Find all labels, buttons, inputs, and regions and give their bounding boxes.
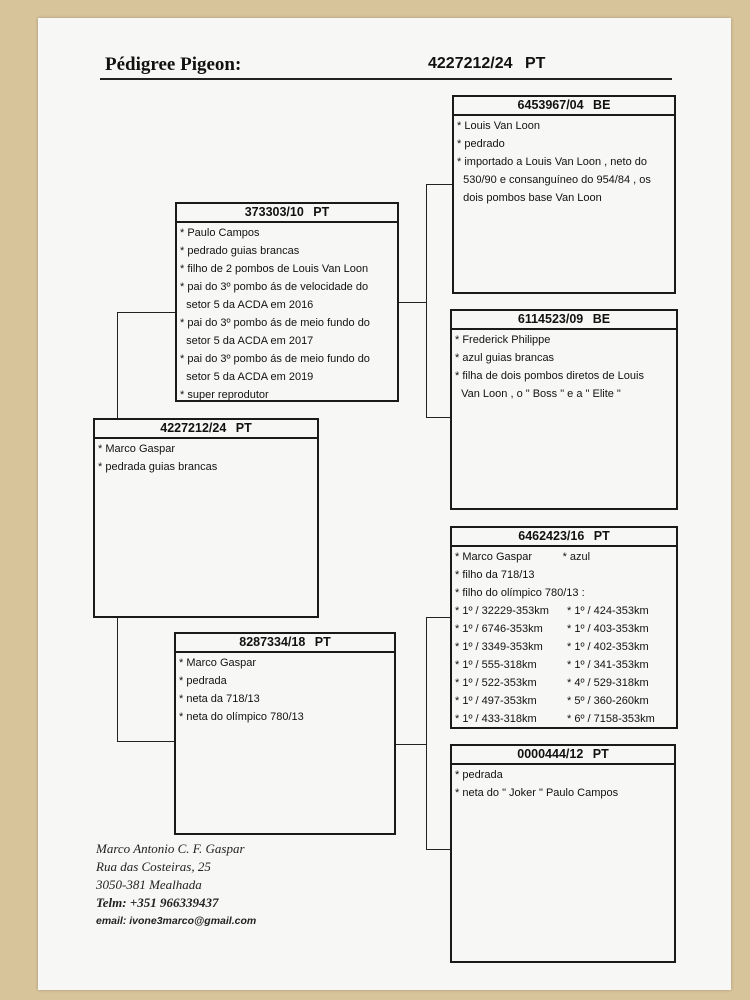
- race-results-left: [455, 602, 567, 728]
- sire-sire-line: * pedrado: [457, 138, 505, 150]
- sire-line: * filho de 2 pombos de Louis Van Loon: [180, 263, 369, 275]
- race-result: * 1º / 433-318km: [455, 713, 537, 725]
- owner-address: [96, 840, 256, 930]
- sire-line: * Paulo Campos: [180, 227, 260, 239]
- race-result: * 6º / 7158-353km: [566, 713, 655, 725]
- connector-to-dam-dam: [426, 849, 451, 850]
- sire-line: setor 5 da ACDA em 2017: [180, 335, 314, 347]
- race-result: * 1º / 424-353km: [566, 605, 649, 617]
- sire-line: * pai do 3º pombo ás de velocidade do: [180, 281, 369, 293]
- connector-dam-horizontal: [117, 741, 176, 742]
- header-ring-number: 4227212/24 PT: [428, 55, 546, 72]
- sire-line: * pai do 3º pombo ás de meio fundo do: [180, 353, 370, 365]
- race-results-right: [567, 602, 676, 728]
- race-result: * 1º / 3349-353km: [455, 641, 543, 653]
- dam-sire-line: * Marco Gaspar * azul: [455, 551, 591, 563]
- dam-ring: 8287334/18 PT: [176, 634, 394, 653]
- connector-subject-sire: [117, 312, 118, 419]
- race-result: * 1º / 497-353km: [455, 695, 537, 707]
- subject-ring: 4227212/24 PT: [95, 420, 317, 439]
- sire-sire-line: dois pombos base Van Loon: [457, 192, 602, 204]
- sire-line: * super reprodutor: [180, 389, 269, 401]
- dam-dam-ring: 0000444/12 PT: [452, 746, 674, 765]
- connector-subject-dam: [117, 617, 118, 741]
- sire-line: * pedrado guias brancas: [180, 245, 300, 257]
- connector-dam-parents: [396, 744, 426, 745]
- page-title: Pédigree Pigeon:: [105, 54, 242, 75]
- race-result: * 1º / 341-353km: [566, 659, 649, 671]
- sire-line: setor 5 da ACDA em 2016: [180, 299, 314, 311]
- race-result: * 1º / 6746-353km: [455, 623, 543, 635]
- sire-dam-line: Van Loon , o " Boss " e a " Elite ": [455, 388, 621, 400]
- connector-to-sire-dam: [426, 417, 451, 418]
- dam-line: * pedrada: [179, 675, 227, 687]
- subject-card: [93, 418, 319, 618]
- sire-sire-card: [452, 95, 676, 294]
- race-result: * 1º / 402-353km: [566, 641, 649, 653]
- sire-dam-card: [450, 309, 678, 510]
- race-result: * 1º / 32229-353km: [455, 605, 549, 617]
- race-result: * 1º / 555-318km: [455, 659, 537, 671]
- sire-sire-line: 530/90 e consanguíneo do 954/84 , os: [457, 174, 651, 186]
- subject-line: * Marco Gaspar: [98, 443, 176, 455]
- owner-email: email: ivone3marco@gmail.com: [96, 915, 257, 927]
- dam-sire-ring: 6462423/16 PT: [452, 528, 676, 547]
- owner-city: 3050-381 Mealhada: [96, 877, 202, 892]
- race-result: * 1º / 522-353km: [455, 677, 537, 689]
- connector-dam-parents-vertical: [426, 617, 427, 849]
- owner-street: Rua das Costeiras, 25: [96, 859, 211, 874]
- sire-line: setor 5 da ACDA em 2019: [180, 371, 314, 383]
- sire-sire-line: * Louis Van Loon: [457, 120, 540, 132]
- sire-ring: 373303/10 PT: [177, 204, 397, 223]
- subject-line: * pedrada guias brancas: [98, 461, 218, 473]
- owner-name: Marco Antonio C. F. Gaspar: [96, 841, 245, 856]
- dam-sire-line: * filho do olímpico 780/13 :: [455, 587, 585, 599]
- race-result: * 1º / 403-353km: [566, 623, 649, 635]
- dam-sire-line: * filho da 718/13: [455, 569, 535, 581]
- sire-sire-ring: 6453967/04 BE: [454, 97, 674, 116]
- sire-line: * pai do 3º pombo ás de meio fundo do: [180, 317, 370, 329]
- sire-card: [175, 202, 399, 402]
- dam-line: * Marco Gaspar: [179, 657, 257, 669]
- dam-dam-card: [450, 744, 676, 963]
- dam-line: * neta do olímpico 780/13: [179, 711, 304, 723]
- sire-dam-line: * azul guias brancas: [455, 352, 555, 364]
- dam-dam-line: * neta do " Joker " Paulo Campos: [455, 787, 619, 799]
- header-rule: [100, 78, 672, 80]
- connector-to-dam-sire: [426, 617, 451, 618]
- race-result: * 5º / 360-260km: [566, 695, 649, 707]
- sire-sire-line: * importado a Louis Van Loon , neto do: [457, 156, 647, 168]
- connector-sire-horizontal: [117, 312, 176, 313]
- sire-dam-line: * filha de dois pombos diretos de Louis: [455, 370, 644, 382]
- race-results: [455, 602, 676, 728]
- dam-dam-line: * pedrada: [455, 769, 503, 781]
- dam-sire-card: [450, 526, 678, 729]
- sire-dam-line: * Frederick Philippe: [455, 334, 551, 346]
- dam-line: * neta da 718/13: [179, 693, 260, 705]
- race-result: * 4º / 529-318km: [566, 677, 649, 689]
- owner-phone: Telm: +351 966339437: [96, 895, 219, 910]
- sire-dam-ring: 6114523/09 BE: [452, 311, 676, 330]
- connector-sire-parents: [398, 302, 426, 303]
- connector-to-sire-sire: [426, 184, 453, 185]
- connector-sire-parents-vertical: [426, 184, 427, 417]
- dam-card: [174, 632, 396, 835]
